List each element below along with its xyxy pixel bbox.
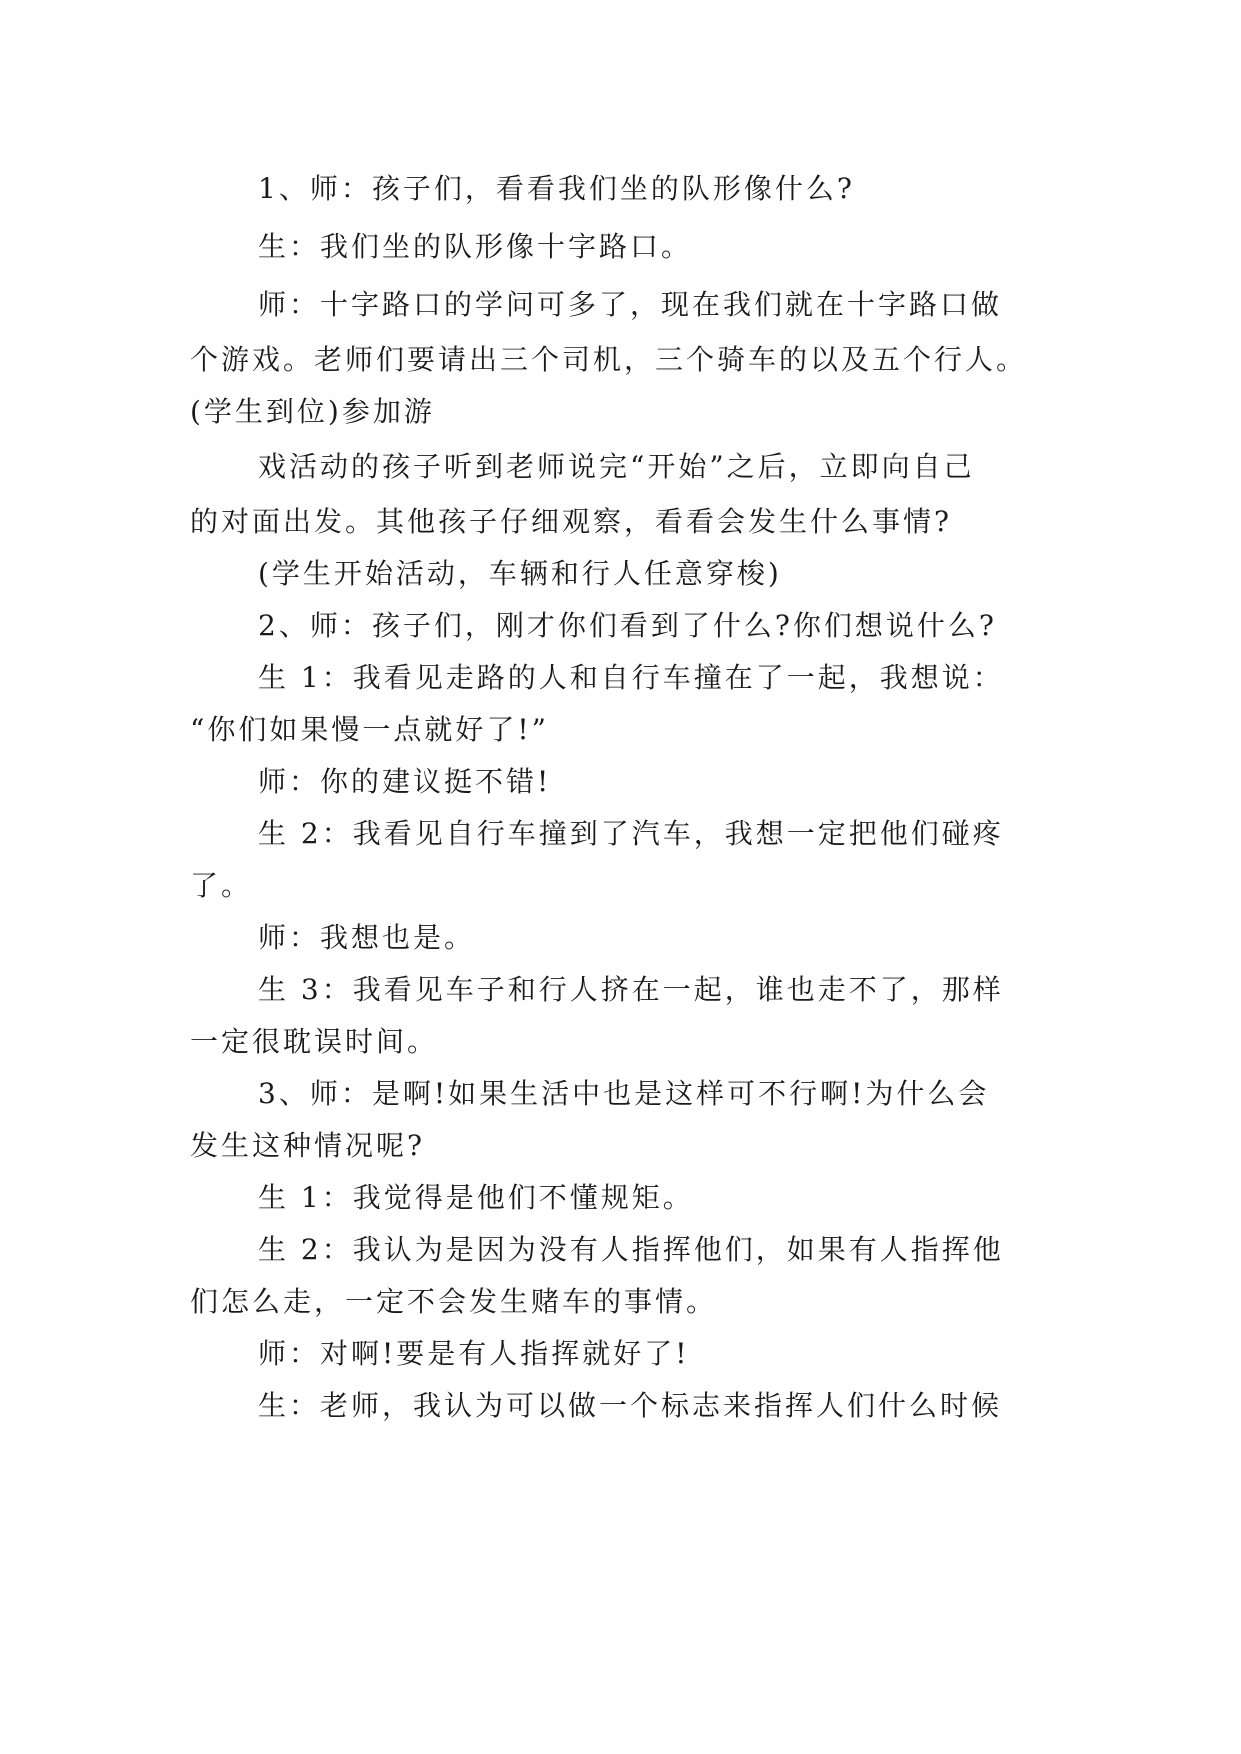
text-line: 一定很耽误时间。 [190, 1025, 439, 1058]
text-line: 了。 [190, 869, 253, 902]
text-line: 的对面出发。其他孩子仔细观察，看看会发生什么事情? [190, 505, 953, 538]
text-line: “你们如果慢一点就好了!” [190, 713, 549, 746]
text-line: 师：十字路口的学问可多了，现在我们就在十字路口做 [258, 288, 1003, 321]
text-line: 们怎么走，一定不会发生赌车的事情。 [190, 1285, 718, 1318]
text-line: (学生开始活动，车辆和行人任意穿梭) [258, 557, 782, 590]
document-body [190, 160, 1050, 1432]
text-line: 戏活动的孩子听到老师说完“开始”之后，立即向自己 [258, 450, 975, 483]
text-line: 师：我想也是。 [258, 921, 476, 954]
text-line: 3、师：是啊!如果生活中也是这样可不行啊!为什么会 [258, 1077, 990, 1110]
text-line: 生 1：我觉得是他们不懂规矩。 [258, 1181, 694, 1214]
text-line: 生 1：我看见走路的人和自行车撞在了一起，我想说： [258, 661, 1004, 694]
text-line: 发生这种情况呢? [190, 1129, 426, 1162]
text-line: 生 2：我看见自行车撞到了汽车，我想一定把他们碰疼 [258, 817, 1004, 850]
text-line: 师：对啊!要是有人指挥就好了! [258, 1337, 690, 1370]
text-line: 师：你的建议挺不错! [258, 765, 552, 798]
text-line: 生：我们坐的队形像十字路口。 [258, 230, 693, 263]
text-line: 生：老师，我认为可以做一个标志来指挥人们什么时候 [258, 1389, 1003, 1422]
text-line: 1、师：孩子们，看看我们坐的队形像什么? [258, 172, 855, 205]
text-line: 个游戏。老师们要请出三个司机，三个骑车的以及五个行人。 [190, 343, 1028, 376]
text-line: 生 3：我看见车子和行人挤在一起，谁也走不了，那样 [258, 973, 1004, 1006]
text-line: 2、师：孩子们，刚才你们看到了什么?你们想说什么? [258, 609, 997, 642]
text-line: 生 2：我认为是因为没有人指挥他们，如果有人指挥他 [258, 1233, 1004, 1266]
text-line: (学生到位)参加游 [190, 395, 435, 428]
